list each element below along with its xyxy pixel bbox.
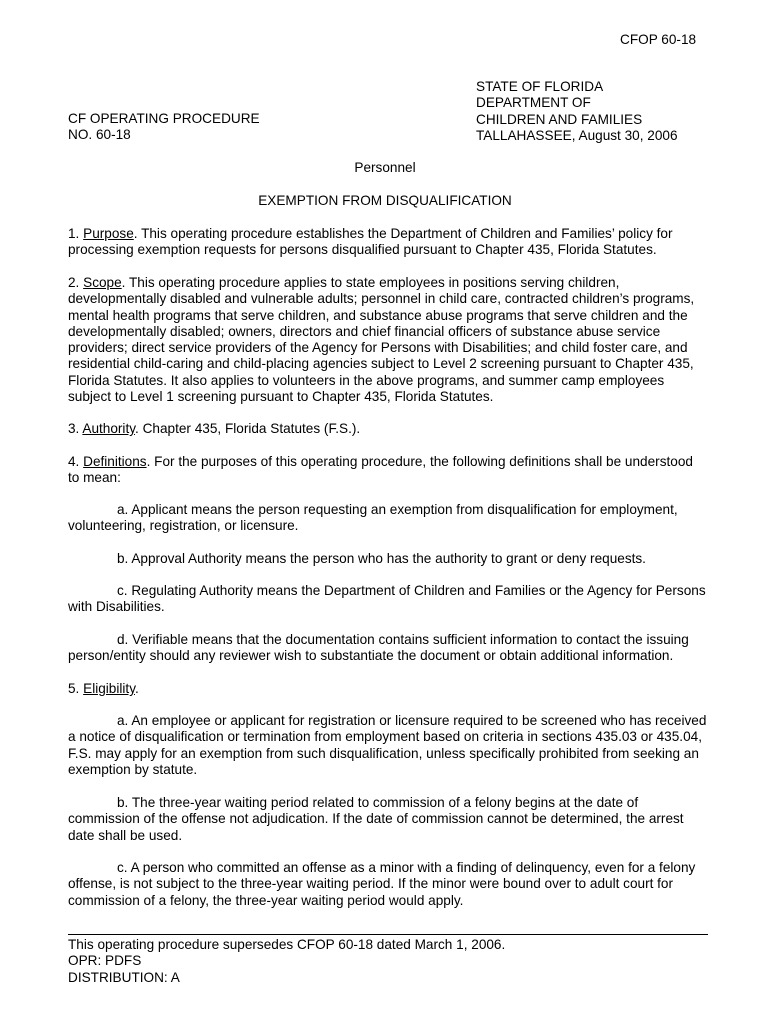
agency-block [476, 79, 678, 144]
section-text: . This operating procedure applies to state employees in positions serving children, developmentally disabled and vulnerable adults; personnel in child care, contracted children’s programs, mental health programs that serve children, and substance abuse programs that serve children and the developmentally disabled; owners, directors and chief financial officers of substance abuse service providers; direct service providers of the Agency for Persons with Disabilities; and child foster care, and residential child-caring and child-placing agencies subject to Level 2 screening pursuant to Chapter 435, Florida Statutes. It also applies to volunteers in the above programs, and summer camp employees subject to Level 1 screening pursuant to Chapter 435, Florida Statutes. [68, 275, 695, 405]
section-heading: Purpose [83, 226, 134, 241]
section-number: 3. [68, 421, 83, 436]
agency-line1: STATE OF FLORIDA [476, 79, 604, 94]
subject: Personnel [354, 160, 416, 175]
eligibility-item: a. An employee or applicant for registration or licensure required to be screened who has received a notice of disqualification or termination from employment based on criteria in sections 435.03 or 435.04, F.S. may apply for an exemption from such disqualification, unless specifically prohibited from seeking an exemption by statute. [68, 713, 707, 777]
section-text: . [135, 681, 139, 696]
procedure-label-line2: NO. 60-18 [68, 127, 131, 143]
definition-item: d. Verifiable means that the documentation contains sufficient information to contact the issuing person/entity should any reviewer wish to substantiate the document or obtain additional information. [68, 632, 689, 664]
footer [68, 937, 505, 986]
section-text: . Chapter 435, Florida Statutes (F.S.). [135, 421, 361, 436]
section-number: 4. [68, 454, 84, 469]
section-text: . For the purposes of this operating procedure, the following definitions shall be understood to mean: [68, 454, 693, 486]
eligibility-item: c. A person who committed an offense as a minor with a finding of delinquency, even for a felony offense, is not subject to the three-year waiting period. If the minor were bound over to adult court for commission of a felony, the three-year waiting period would apply. [68, 860, 696, 908]
section-eligibility [68, 681, 708, 697]
definition-item: b. Approval Authority means the person who has the authority to grant or deny requests. [117, 551, 646, 566]
agency-line4: TALLAHASSEE, August 30, 2006 [476, 127, 678, 143]
section-scope [68, 275, 708, 405]
section-number: 2. [68, 275, 84, 290]
section-heading: Scope [83, 275, 122, 290]
agency-line2: DEPARTMENT OF [476, 95, 591, 111]
section-definitions [68, 454, 708, 487]
definition-item: a. Applicant means the person requesting an exemption from disqualification for employment, volunteering, registration, or licensure. [68, 502, 678, 534]
section-authority [68, 421, 708, 437]
section-purpose [68, 226, 708, 259]
doc-number: CFOP 60-18 [620, 32, 697, 47]
footer-opr: OPR: PDFS [68, 953, 142, 969]
footer-divider [68, 934, 708, 935]
procedure-label [68, 111, 260, 144]
definition-item: c. Regulating Authority means the Department of Children and Families or the Agency for Persons with Disabilities. [68, 583, 706, 615]
eligibility-item: b. The three-year waiting period related to commission of a felony begins at the date of commission of the offense not adjudication. If the date of commission cannot be determined, the arrest date shall be used. [68, 795, 684, 843]
section-number: 1. [68, 226, 84, 241]
footer-supersedes: This operating procedure supersedes CFOP 60-18 dated March 1, 2006. [68, 937, 506, 952]
document-title: EXEMPTION FROM DISQUALIFICATION [258, 193, 512, 208]
agency-line3: CHILDREN AND FAMILIES [476, 111, 643, 127]
footer-distribution: DISTRIBUTION: A [68, 969, 180, 985]
section-number: 5. [68, 681, 84, 696]
section-heading: Definitions [83, 454, 147, 469]
section-heading: Eligibility [83, 681, 135, 696]
procedure-label-line1: CF OPERATING PROCEDURE [68, 111, 260, 126]
section-heading: Authority [82, 421, 136, 436]
section-text: . This operating procedure establishes the Department of Children and Families’ policy for processing exemption requests for persons disqualified pursuant to Chapter 435, Florida Statutes. [68, 226, 673, 258]
